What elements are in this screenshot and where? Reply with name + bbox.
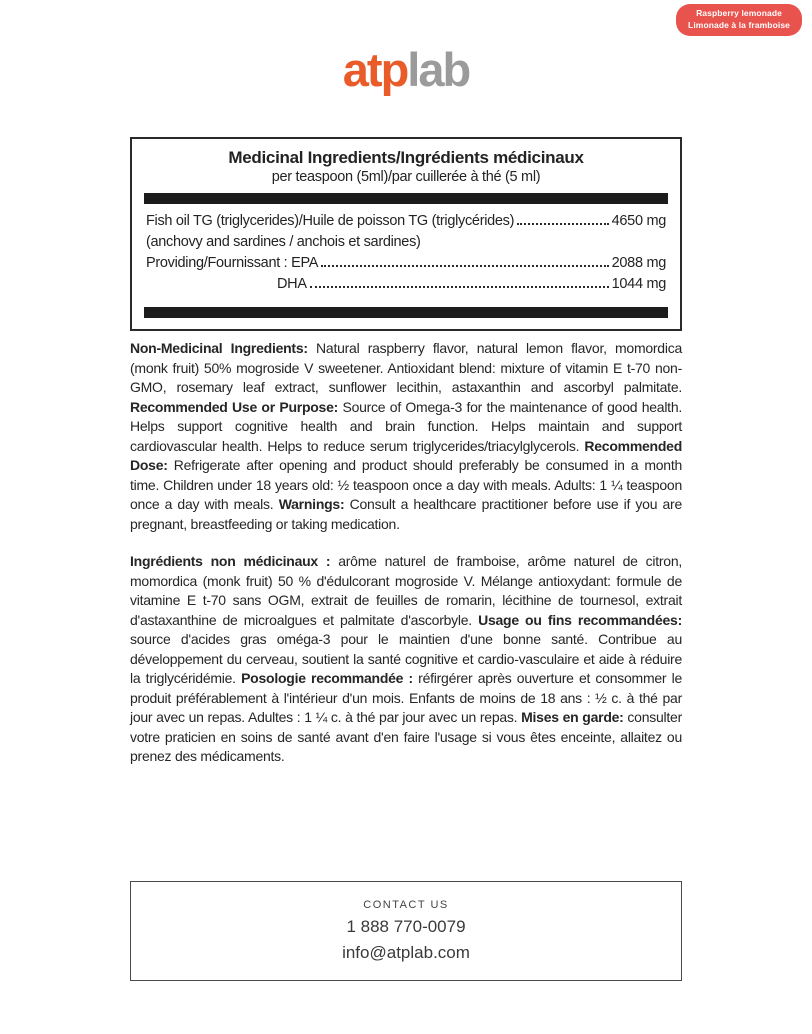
ingredient-value: 2088 mg [611,255,666,271]
atplab-logo [0,43,812,96]
paragraph-french: Ingrédients non médicinaux : arôme naturel de framboise, arôme naturel de citron, momordica (monk fruit) 50 % d'édulcorant mogroside V. Mélange antioxydant: formule de vitamine E t-70 sans OGM, extrait de feuilles de romarin, lécithine de tournesol, extrait d'astaxanthine de microalgues et palmitate d'ascorbyle. Usage ou fins recommandées: source d'acides gras oméga-3 pour le maintien d'une bonne santé. Contribue au développement du cerveau, soutient la santé cognitive et cardio-vasculaire et aide à réduire la triglycéridémie. Posologie recommandée : réfirgérer après ouverture et consommer le produit préférablement à l'intérieur d'un mois. Enfants de moins de 18 ans : ½ c. à thé par jour avec un repas. Adultes : 1 ¼ c. à thé par jour avec un repas. Mises en garde: consulter votre praticien en soins de santé avant d'en faire l'usage si vous êtes enceinte, allaitez ou prenez des médicaments. [130,553,683,764]
ingredient-rows [132,204,680,299]
flavor-badge-line-fr: Limonade à la framboise [688,19,790,30]
logo-part-lab: lab [407,43,470,96]
panel-subtitle: per teaspoon (5ml)/par cuillerée à thé (5 ml) [271,169,541,185]
ingredient-value: 4650 mg [611,213,666,229]
medicinal-ingredients-panel [130,137,682,331]
ingredient-label: Fish oil TG (triglycerides)/Huile de poisson TG (triglycérides) [146,213,515,229]
ingredient-value: 1044 mg [611,276,666,292]
contact-heading: CONTACT US [363,899,449,911]
panel-title: Medicinal Ingredients/Ingrédients médicinaux [228,148,584,167]
ingredient-label: DHA [277,276,307,292]
dotted-leader [321,265,608,267]
dotted-leader [310,286,609,288]
contact-panel [130,881,682,981]
dotted-leader [517,223,609,225]
flavor-badge-line-en: Raspberry lemonade [696,8,782,18]
ingredient-row [146,253,666,274]
ingredient-label: Providing/Fournissant : EPA [146,255,319,271]
divider-bar-bottom [144,307,668,318]
ingredient-row [146,211,666,232]
paragraph-english: Non-Medicinal Ingredients: Natural raspberry flavor, natural lemon flavor, momordica (monk fruit) 50% mogroside V sweetener. Antioxidant blend: mixture of vitamin E t-70 non-GMO, rosemary leaf extract, sunflower lecithin, astaxanthin and ascorbyl palmitate. Recommended Use or Purpose: Source of Omega-3 for the maintenance of good health. Helps support cognitive health and brain function. Helps maintain and support cardiovascular health. Helps to reduce serum triglycerides/triacylglycerols. Recommended Dose: Refrigerate after opening and product should preferably be consumed in a month time. Children under 18 years old: ½ teaspoon once a day with meals. Adults: 1 ¼ teaspoon once a day with meals. Warnings: Consult a healthcare practitioner before use if you are pregnant, breastfeeding or taking medication. [130,340,683,532]
contact-email: info@atplab.com [342,943,470,962]
ingredient-row [146,232,666,253]
contact-phone: 1 888 770-0079 [346,917,466,936]
ingredient-label: (anchovy and sardines / anchois et sardines) [146,234,421,250]
flavor-badge [676,4,802,36]
ingredient-row [146,274,666,295]
logo-part-atp: atp [342,43,408,96]
divider-bar-top [144,193,668,204]
